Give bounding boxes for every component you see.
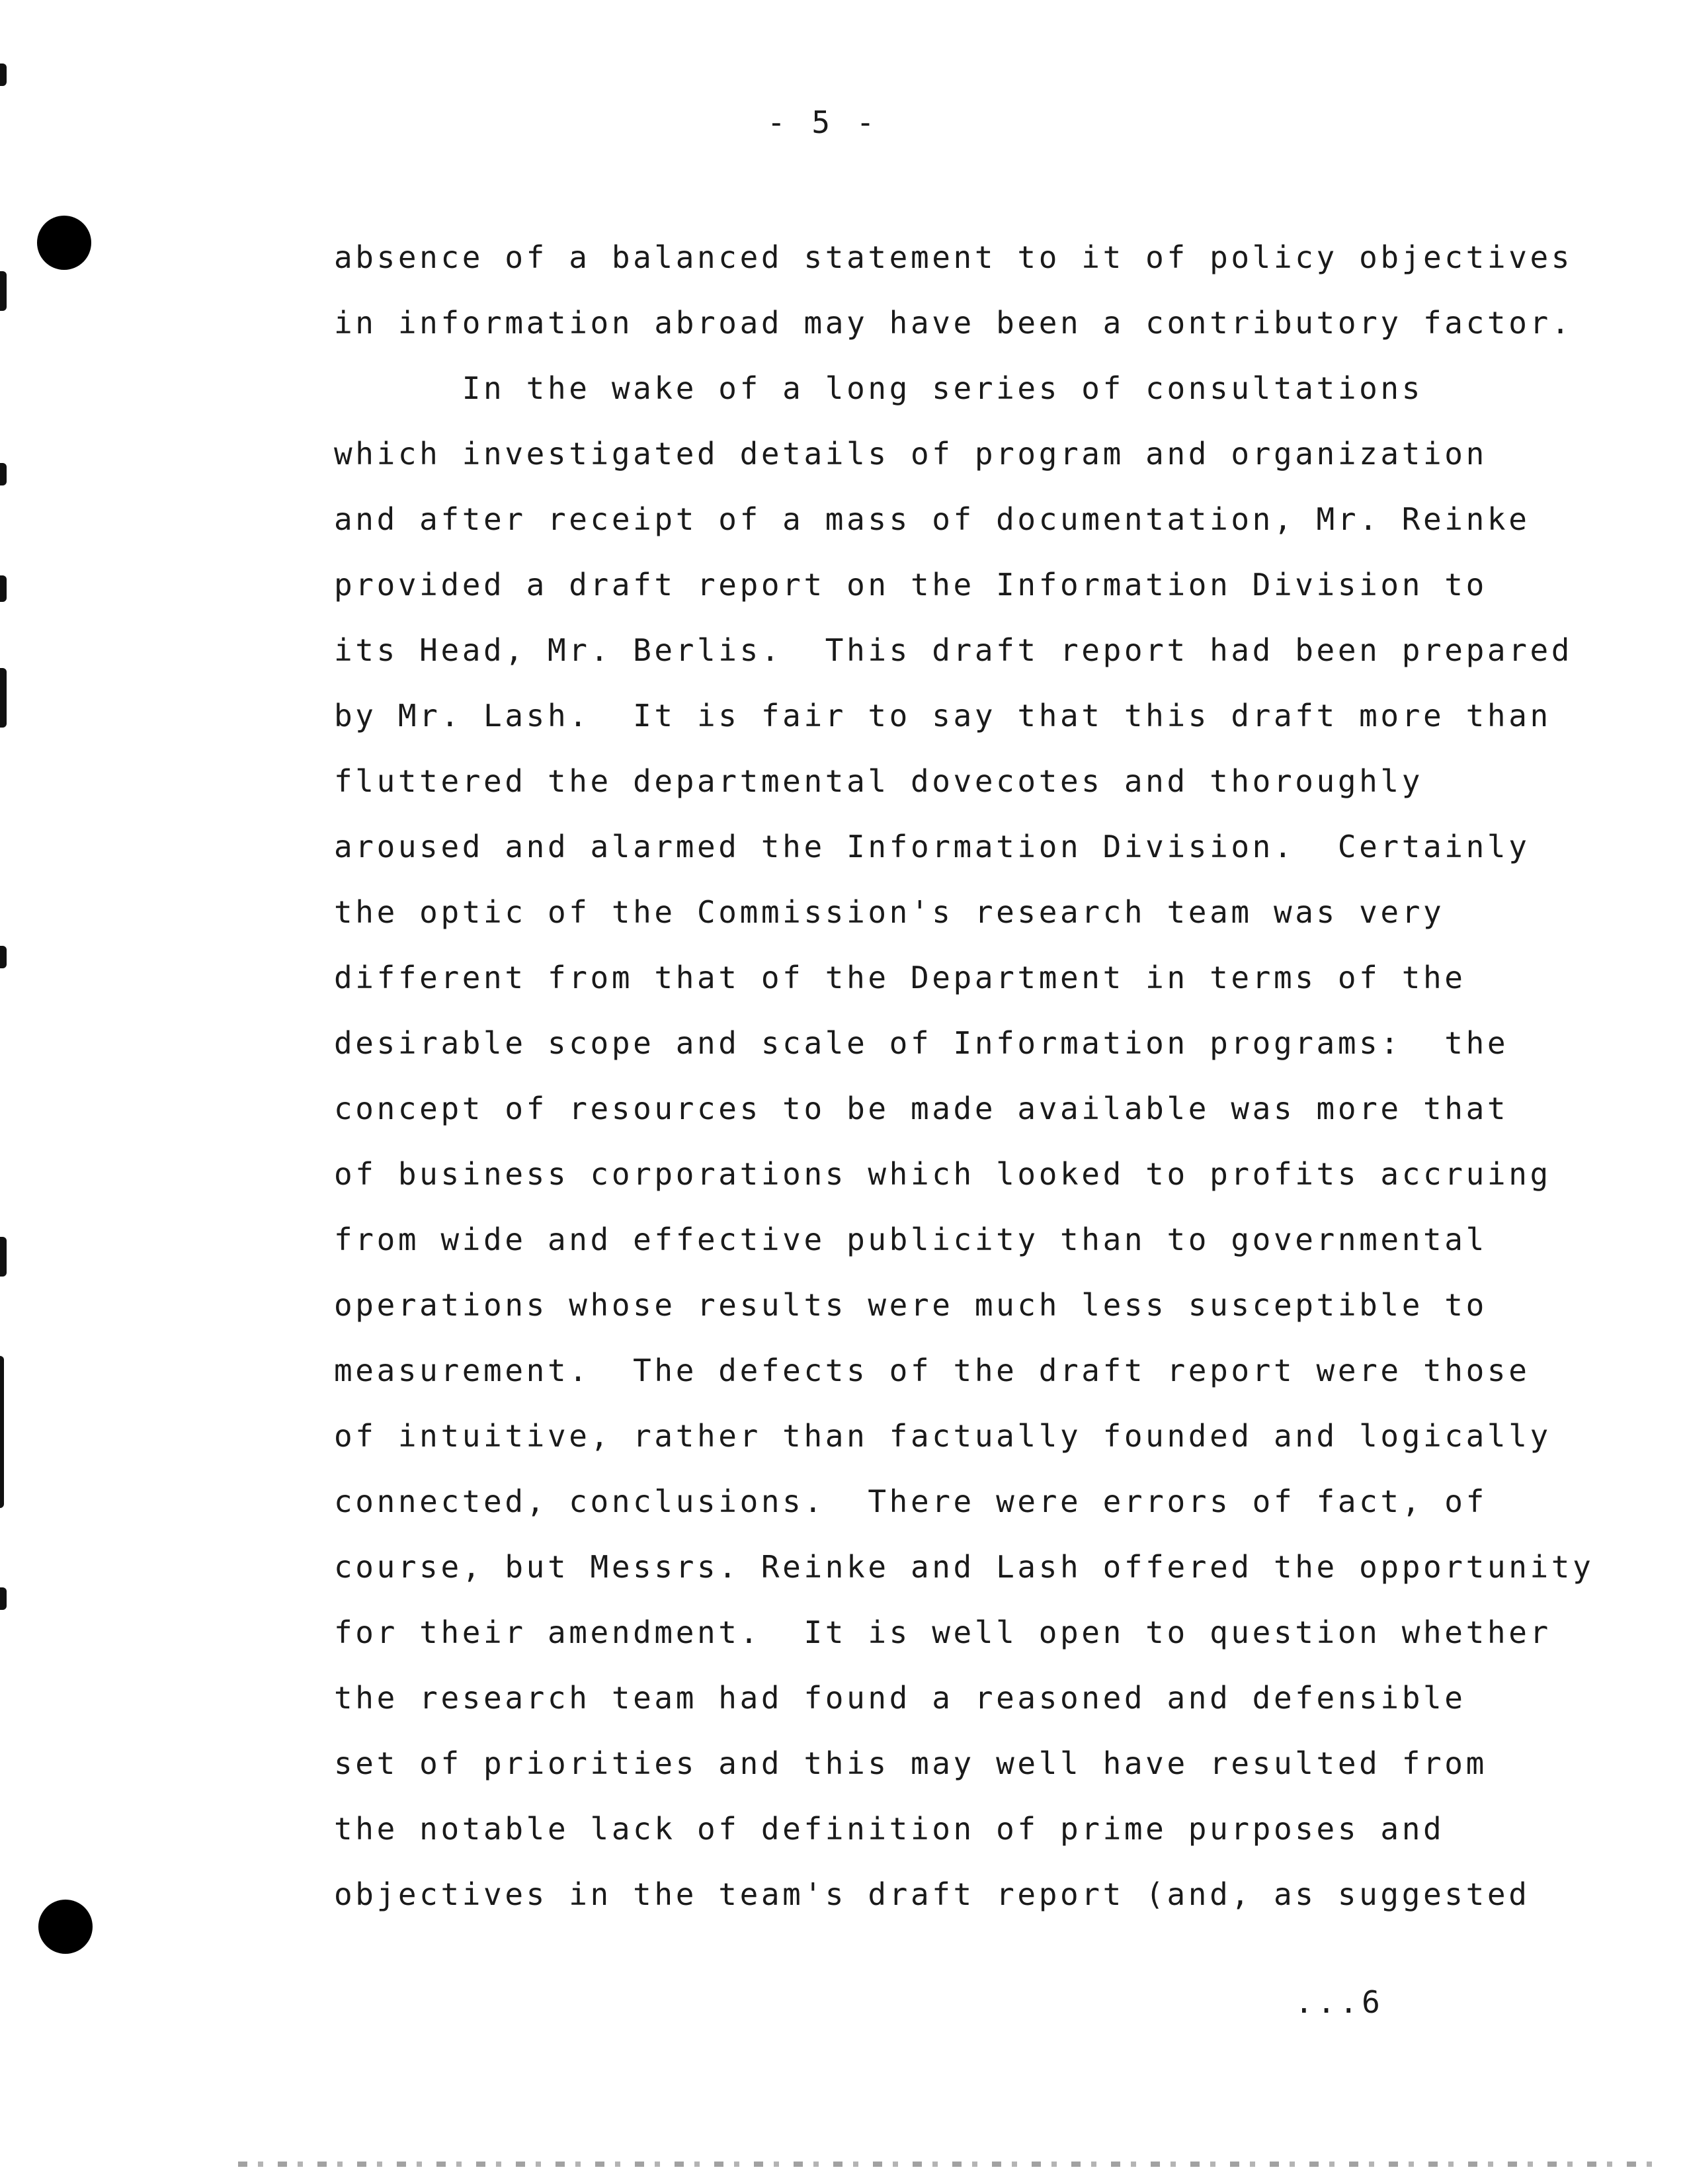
text-line: the optic of the Commission's research team was very (334, 894, 1445, 930)
text-line: desirable scope and scale of Information programs: the (334, 1025, 1509, 1061)
text-line: measurement. The defects of the draft report were those (334, 1353, 1530, 1388)
text-line: objectives in the team's draft report (and, as suggested (334, 1876, 1530, 1912)
text-line: for their amendment. It is well open to question whether (334, 1615, 1551, 1650)
text-line: of intuitive, rather than factually founded and logically (334, 1418, 1551, 1454)
text-line: its Head, Mr. Berlis. This draft report had been prepared (334, 632, 1573, 668)
text-line: set of priorities and this may well have resulted from (334, 1745, 1487, 1781)
scan-artifact-line (238, 2162, 1660, 2167)
text-line: operations whose results were much less susceptible to (334, 1287, 1487, 1323)
binding-edge-mark (0, 1356, 4, 1508)
page-number: - 5 - (767, 105, 879, 140)
binding-edge-mark (0, 575, 7, 602)
text-line: in information abroad may have been a contributory factor. (334, 305, 1573, 341)
text-line: the research team had found a reasoned and defensible (334, 1680, 1466, 1716)
binding-edge-mark (0, 668, 7, 728)
text-line: and after receipt of a mass of documentation, Mr. Reinke (334, 501, 1530, 537)
text-line: aroused and alarmed the Information Division. Certainly (334, 829, 1530, 864)
binding-edge-mark (0, 63, 7, 86)
text-line: absence of a balanced statement to it of policy objectives (334, 239, 1573, 275)
text-line: the notable lack of definition of prime purposes and (334, 1811, 1445, 1847)
text-line: from wide and effective publicity than to governmental (334, 1222, 1487, 1257)
text-line: In the wake of a long series of consultations (334, 370, 1424, 406)
punch-hole-top (37, 216, 91, 270)
binding-edge-mark (0, 946, 7, 968)
binding-edge-mark (0, 271, 7, 311)
text-line: provided a draft report on the Information Division to (334, 567, 1487, 603)
text-line: course, but Messrs. Reinke and Lash offered the opportunity (334, 1549, 1594, 1585)
binding-edge-mark (0, 1587, 7, 1610)
text-line: which investigated details of program and organization (334, 436, 1487, 472)
continuation-marker: ...6 (1295, 1984, 1384, 2020)
punch-hole-bottom (38, 1900, 93, 1954)
text-line: by Mr. Lash. It is fair to say that this draft more than (334, 698, 1551, 734)
body-text (334, 225, 1594, 1927)
text-line: different from that of the Department in terms of the (334, 960, 1466, 995)
binding-edge-mark (0, 463, 7, 485)
text-line: connected, conclusions. There were errors of fact, of (334, 1484, 1487, 1519)
text-line: of business corporations which looked to profits accruing (334, 1156, 1551, 1192)
text-line: fluttered the departmental dovecotes and thoroughly (334, 763, 1424, 799)
text-line: concept of resources to be made available was more that (334, 1091, 1509, 1126)
binding-edge-mark (0, 1237, 7, 1277)
